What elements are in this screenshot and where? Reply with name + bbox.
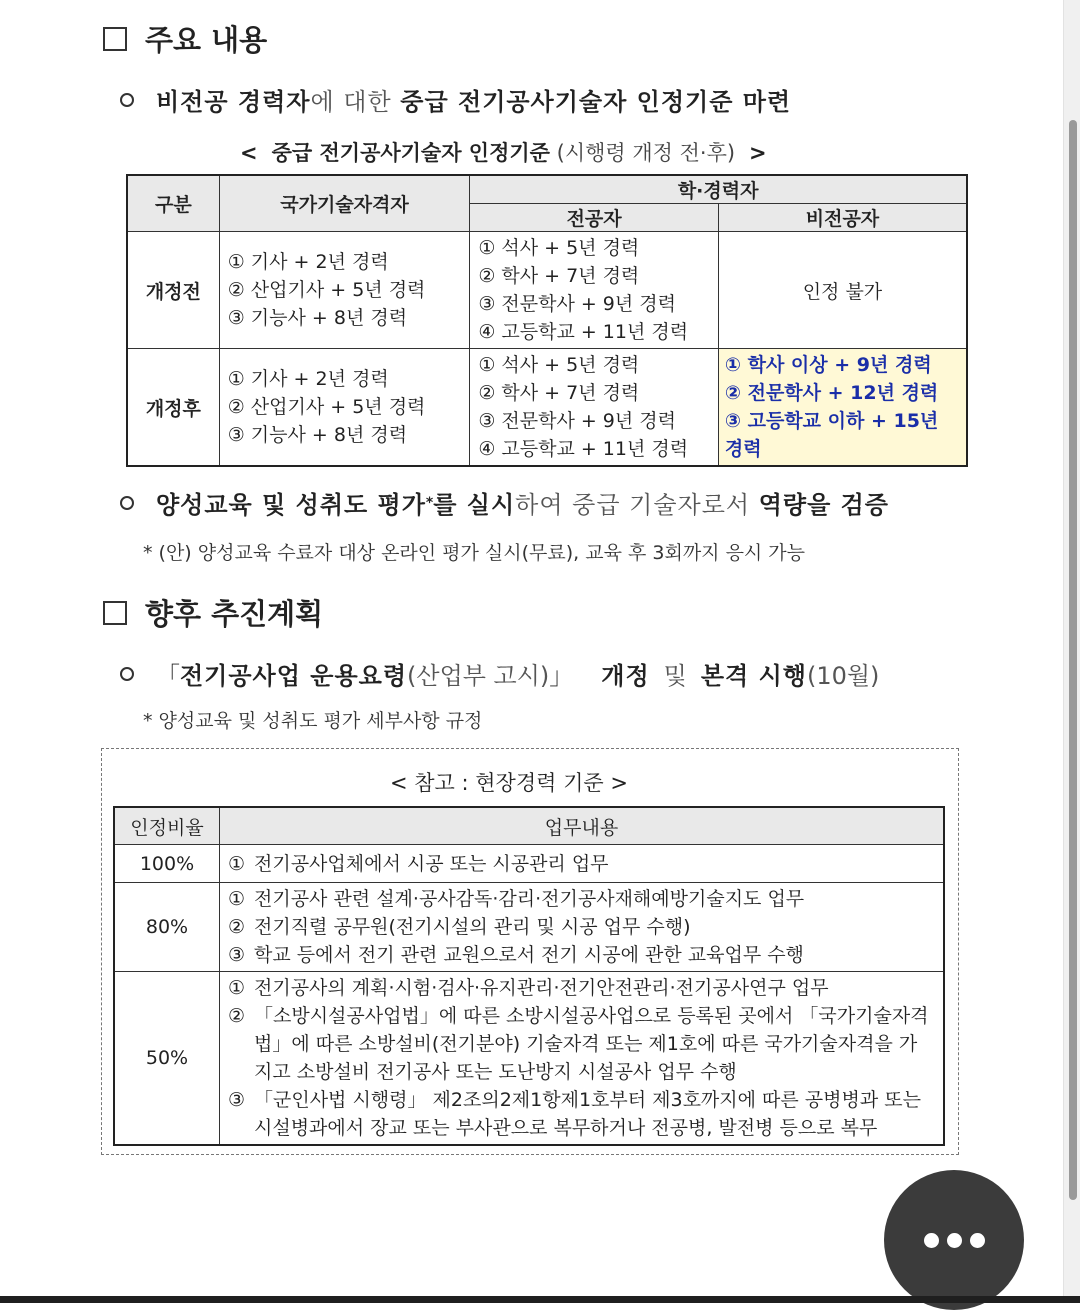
- row-label: 개정전: [127, 232, 219, 349]
- vertical-scrollbar[interactable]: [1063, 0, 1080, 1296]
- bullet-text-normal: (산업부 고시): [407, 662, 550, 690]
- bracket-close: 」: [549, 662, 574, 690]
- section-heading-text: 향후 추진계획: [145, 597, 324, 631]
- bullet-text-normal: 에 대한: [310, 88, 401, 116]
- table-caption-criteria: [240, 137, 767, 167]
- list-item: ③ 전문학사 + 9년 경력: [478, 293, 676, 315]
- more-dots-icon: [924, 1233, 939, 1248]
- item-number: ③: [228, 1089, 246, 1111]
- bottom-edge-bar: [0, 1296, 1080, 1303]
- caption-open: <: [240, 141, 265, 165]
- list-item: ③ 고등학교 이하 + 15년 경력: [724, 410, 939, 460]
- list-item: [228, 1086, 935, 1142]
- footnote-evaluation: * (안) 양성교육 수료자 대상 온라인 평가 실시(무료), 교육 후 3회까지 응시 가능: [143, 542, 806, 564]
- list-item: [228, 974, 935, 1002]
- item-text: 전기공사 관련 설계·공사감독·감리·전기공사재해예방기술지도 업무: [254, 888, 805, 910]
- item-number: ③: [228, 944, 246, 966]
- bullet-regulation-revision: [120, 656, 879, 691]
- more-options-button[interactable]: [884, 1170, 1024, 1310]
- list-item: ① 기사 + 2년 경력: [227, 251, 389, 273]
- header-nonmajor: 비전공자: [718, 204, 967, 232]
- list-item: ③ 기능사 + 8년 경력: [227, 307, 408, 329]
- bullet-circle-icon: [120, 93, 134, 107]
- list-item: ② 산업기사 + 5년 경력: [227, 279, 426, 301]
- item-text: 전기공사의 계획·시험·검사·유지관리·전기안전관리·전기공사연구 업무: [254, 977, 829, 999]
- bullet-circle-icon: [120, 667, 134, 681]
- content-cell: [220, 883, 945, 972]
- checkbox-square-icon: [103, 601, 127, 625]
- content-cell: [220, 972, 945, 1146]
- list-item: ④ 고등학교 + 11년 경력: [478, 321, 689, 343]
- bullet-text-normal: 및: [663, 662, 687, 690]
- list-item: ① 학사 이상 + 9년 경력: [724, 354, 932, 376]
- checkbox-square-icon: [103, 27, 127, 51]
- bullet-text-bold: 중급 전기공사기술자 인정기준 마련: [400, 88, 792, 116]
- list-item: [228, 850, 935, 878]
- header-ratio: 인정비율: [114, 807, 220, 845]
- ratio-cell: 100%: [114, 845, 220, 883]
- table-row-after: [127, 349, 967, 467]
- list-item: ② 전문학사 + 12년 경력: [724, 382, 939, 404]
- list-item: [228, 1002, 935, 1086]
- major-cell: [470, 349, 719, 467]
- ratio-cell: 50%: [114, 972, 220, 1146]
- caption-close: >: [741, 141, 767, 165]
- bullet-text-bold: 개정: [601, 662, 650, 690]
- list-item: ④ 고등학교 + 11년 경력: [478, 438, 689, 460]
- item-text: 「군인사법 시행령」 제2조의2제1항제1호부터 제3호까지에 따른 공병병과 또는 시설병과에서 장교 또는 부사관으로 복무하거나 전공병, 발전병 등으로 복무: [254, 1089, 921, 1139]
- list-item: ③ 전문학사 + 9년 경력: [478, 410, 676, 432]
- bullet-circle-icon: [120, 496, 134, 510]
- license-cell: [219, 349, 470, 467]
- list-item: ① 석사 + 5년 경력: [478, 354, 640, 376]
- nonmajor-highlight-cell: [718, 349, 967, 467]
- content-cell: [220, 845, 945, 883]
- header-category: 구분: [127, 175, 219, 232]
- bullet-nonmajor-criteria: [120, 82, 791, 117]
- item-text: 「소방시설공사업법」에 따른 소방시설공사업으로 등록된 곳에서 「국가기술자격법」에 따른 소방설비(전기분야) 기술자격 또는 제1호에 따른 국가기술자격을 가지고 소방설비 전기공사 또는 도난방지 시설공사 업무 수행: [254, 1005, 929, 1083]
- bullet-text-bold: 를 실시: [433, 491, 516, 519]
- reference-caption: < 참고 : 현장경력 기준 >: [390, 771, 628, 795]
- item-text: 전기직렬 공무원(전기시설의 관리 및 시공 업무 수행): [254, 916, 691, 938]
- caption-normal: (시행령 개정 전·후): [556, 141, 736, 165]
- bullet-text-bold: 역량을 검증: [758, 491, 889, 519]
- list-item: [228, 913, 935, 941]
- caption-bold: 중급 전기공사기술자 인정기준: [271, 141, 550, 165]
- section-heading-future-plan: [103, 592, 323, 633]
- table-row: [114, 845, 944, 883]
- nonmajor-cell: 인정 불가: [718, 232, 967, 349]
- list-item: ① 기사 + 2년 경력: [227, 368, 389, 390]
- section-heading-text: 주요 내용: [145, 23, 268, 57]
- bullet-text-bold: 비전공 경력자: [156, 88, 311, 116]
- scrollbar-thumb[interactable]: [1069, 120, 1077, 1200]
- list-item: ③ 기능사 + 8년 경력: [227, 424, 408, 446]
- table-row: [114, 883, 944, 972]
- item-text: 전기공사업체에서 시공 또는 시공관리 업무: [254, 852, 609, 875]
- license-cell: [219, 232, 470, 349]
- list-item: [228, 885, 935, 913]
- footnote-regulation: * 양성교육 및 성취도 평가 세부사항 규정: [143, 710, 483, 732]
- field-experience-table: [113, 806, 945, 1146]
- item-number: ①: [228, 888, 246, 910]
- table-row-before: [127, 232, 967, 349]
- header-content: 업무내용: [220, 807, 945, 845]
- bullet-text-bold: 본격 시행: [700, 662, 807, 690]
- item-text: 학교 등에서 전기 관련 교원으로서 전기 시공에 관한 교육업무 수행: [254, 944, 804, 966]
- bullet-text-bold: 양성교육 및 성취도 평가: [156, 491, 426, 519]
- item-number: ①: [228, 977, 246, 999]
- ratio-cell: 80%: [114, 883, 220, 972]
- header-education: 학·경력자: [470, 175, 967, 204]
- bullet-text-bold: 전기공사업 운용요령: [180, 662, 408, 690]
- row-label: 개정후: [127, 349, 219, 467]
- bullet-text-normal: 하여 중급 기술자로서: [515, 491, 759, 519]
- bracket-open: 「: [156, 662, 180, 690]
- list-item: [228, 941, 935, 969]
- header-license: 국가기술자격자: [219, 175, 470, 232]
- table-row: [114, 972, 944, 1146]
- list-item: ② 산업기사 + 5년 경력: [227, 396, 426, 418]
- section-heading-main-content: [103, 18, 267, 59]
- major-cell: [470, 232, 719, 349]
- bullet-text-normal: (10월): [806, 662, 880, 690]
- header-major: 전공자: [470, 204, 719, 232]
- list-item: ② 학사 + 7년 경력: [478, 382, 640, 404]
- item-number: ②: [228, 1005, 246, 1027]
- list-item: ② 학사 + 7년 경력: [478, 265, 640, 287]
- footnote-star: *: [425, 494, 434, 511]
- item-number: ①: [228, 852, 246, 875]
- list-item: ① 석사 + 5년 경력: [478, 237, 640, 259]
- criteria-table: [126, 174, 968, 467]
- bullet-training-evaluation: [120, 485, 889, 520]
- item-number: ②: [228, 916, 246, 938]
- table-header-row: [114, 807, 944, 845]
- more-dots-icon: [947, 1233, 962, 1248]
- more-dots-icon: [970, 1233, 985, 1248]
